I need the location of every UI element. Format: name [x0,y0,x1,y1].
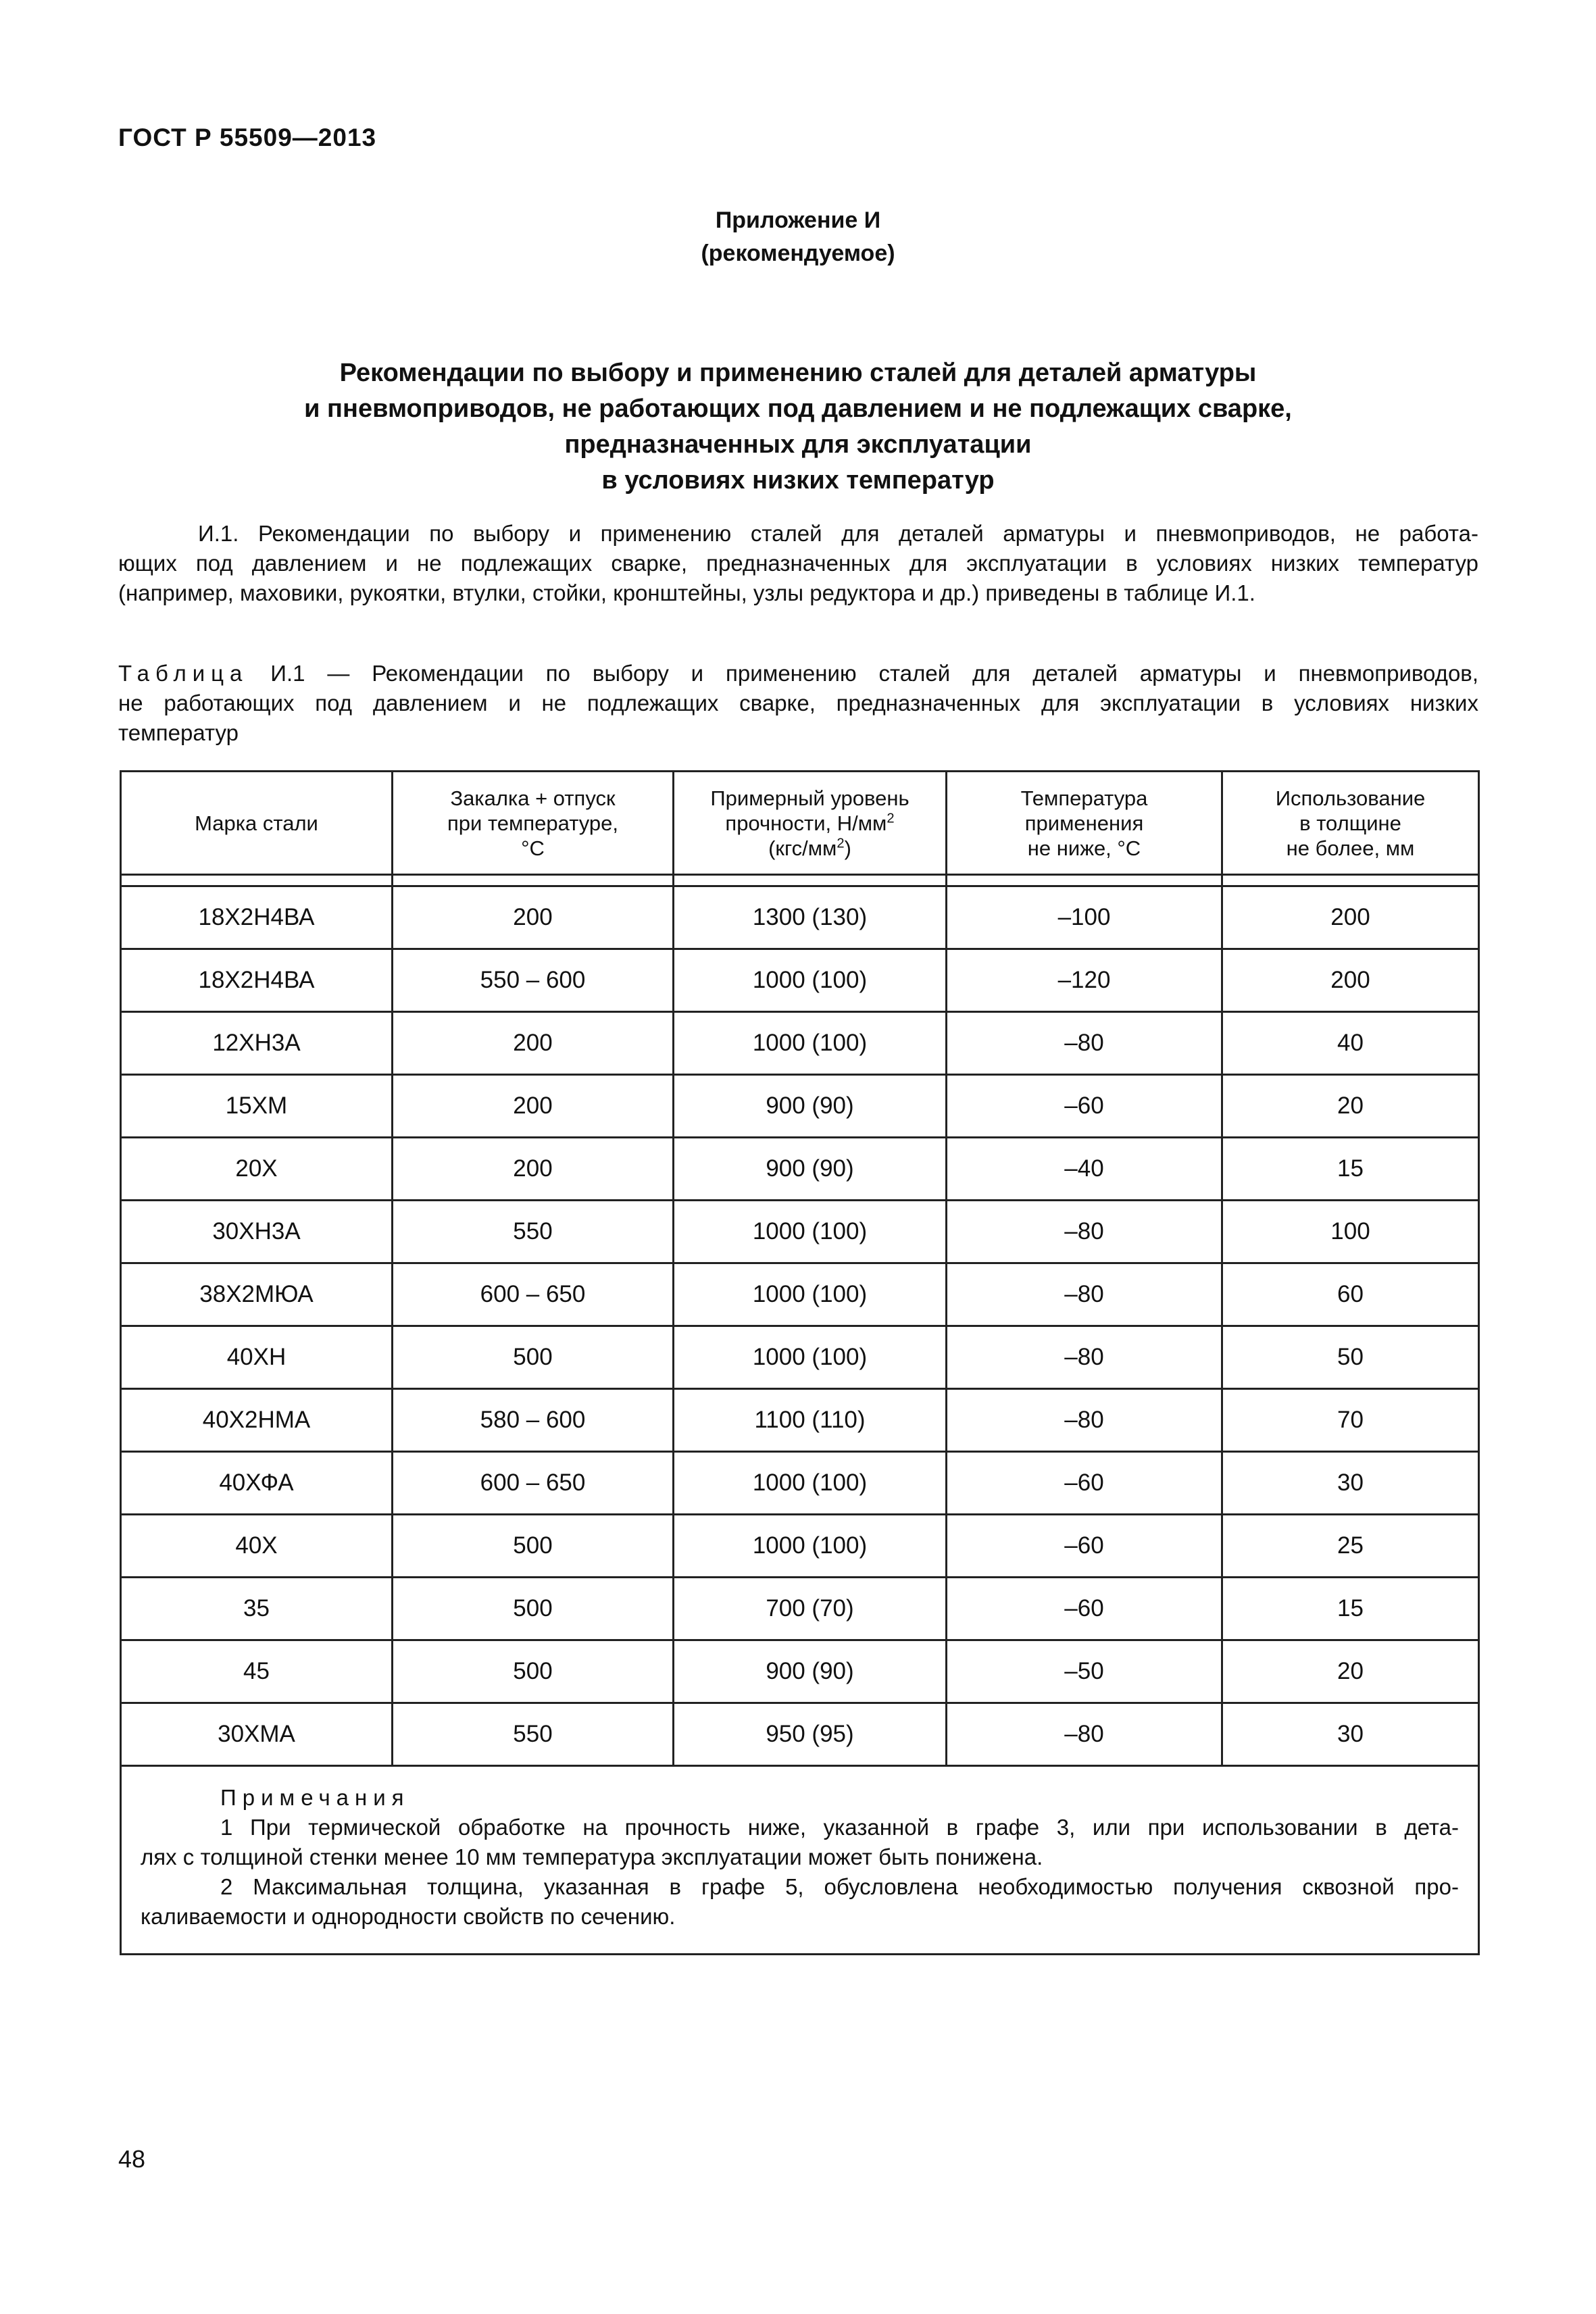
table-row [121,1263,1479,1326]
cell-steel-grade: 15ХМ [121,1075,393,1138]
note-line: лях с толщиной стенки менее 10 мм температура эксплуатации может быть понижена. [141,1844,1043,1869]
title-line: Рекомендации по выбору и применению сталей для деталей арматуры [339,359,1257,387]
cell-strength: 1100 (110) [674,1389,947,1452]
cell-temperature: –50 [947,1640,1222,1703]
caption-line: температур [118,720,239,745]
cell-steel-grade: 12ХН3А [121,1012,393,1075]
cell-heat-treatment: 500 [393,1578,674,1640]
appendix-status: (рекомендуемое) [701,241,895,266]
title-line: и пневмоприводов, не работающих под давлением и не подлежащих сварке, [304,395,1292,423]
note-line: 2 Максимальная толщина, указанная в графе 5, обусловлена необходимостью получения сквозной про- [220,1874,1459,1899]
table-row [121,1326,1479,1389]
cell-steel-grade: 20Х [121,1138,393,1201]
cell-strength: 1300 (130) [674,886,947,949]
cell-thickness: 15 [1222,1578,1479,1640]
appendix-heading [0,204,1596,270]
cell-steel-grade: 30ХМА [121,1703,393,1766]
title-line: в условиях низких температур [601,466,995,495]
header-thickness [1222,772,1479,875]
cell-temperature: –60 [947,1452,1222,1515]
header-text: Температура [1020,786,1148,810]
cell-heat-treatment: 550 [393,1201,674,1263]
cell-temperature: –80 [947,1012,1222,1075]
cell-strength: 1000 (100) [674,949,947,1012]
header-steel-grade: Марка стали [121,772,393,875]
header-text: не ниже, °С [1027,836,1141,860]
cell-heat-treatment: 500 [393,1640,674,1703]
cell-temperature: –40 [947,1138,1222,1201]
header-text: ) [844,836,851,860]
cell-strength: 1000 (100) [674,1012,947,1075]
table-row [121,1138,1479,1201]
appendix-label: Приложение И [715,207,881,233]
superscript: 2 [837,836,845,851]
table-row [121,1012,1479,1075]
header-text: Использование [1275,786,1426,810]
cell-heat-treatment: 200 [393,886,674,949]
cell-steel-grade: 18Х2Н4ВА [121,949,393,1012]
caption-line: не работающих под давлением и не подлежащих сварке, предназначенных для эксплуатации в условиях низких [118,690,1478,715]
cell-heat-treatment: 200 [393,1138,674,1201]
cell-heat-treatment: 600 – 650 [393,1263,674,1326]
caption-text: И.1 — Рекомендации по выбору и применению сталей для деталей арматуры и пневмоприводов, [248,661,1478,686]
paragraph-line: ющих под давлением и не подлежащих сварке, предназначенных для эксплуатации в условиях низких температур [118,551,1478,576]
cell-temperature: –80 [947,1326,1222,1389]
table-caption [118,659,1478,748]
cell-strength: 700 (70) [674,1578,947,1640]
cell-steel-grade: 35 [121,1578,393,1640]
table-row [121,1452,1479,1515]
table-header-row [121,772,1479,875]
cell-temperature: –80 [947,1263,1222,1326]
cell-thickness: 200 [1222,886,1479,949]
page-number: 48 [118,2145,146,2173]
cell-temperature: –60 [947,1515,1222,1578]
intro-paragraph [118,519,1478,608]
cell-thickness: 70 [1222,1389,1479,1452]
cell-thickness: 200 [1222,949,1479,1012]
table-row [121,1703,1479,1766]
cell-thickness: 60 [1222,1263,1479,1326]
cell-steel-grade: 40ХН [121,1326,393,1389]
cell-thickness: 50 [1222,1326,1479,1389]
cell-thickness: 100 [1222,1201,1479,1263]
cell-strength: 900 (90) [674,1138,947,1201]
cell-heat-treatment: 580 – 600 [393,1389,674,1452]
header-heat-treatment [393,772,674,875]
notes-row [121,1766,1479,1955]
table-row [121,949,1479,1012]
header-text: при температуре, [447,811,618,835]
standard-code: ГОСТ Р 55509—2013 [118,124,377,151]
header-text: не более, мм [1286,836,1415,860]
cell-steel-grade: 30ХН3А [121,1201,393,1263]
cell-temperature: –120 [947,949,1222,1012]
cell-thickness: 30 [1222,1703,1479,1766]
cell-heat-treatment: 600 – 650 [393,1452,674,1515]
cell-strength: 1000 (100) [674,1452,947,1515]
table-row [121,1389,1479,1452]
header-text: в толщине [1299,811,1401,835]
caption-line [118,659,1478,688]
note-line: 1 При термической обработке на прочность ниже, указанной в графе 3, или при использовании в дета- [220,1815,1459,1840]
paragraph-line: (например, маховики, рукоятки, втулки, стойки, кронштейны, узлы редуктора и др.) приведены в таблице И.1. [118,580,1255,605]
table-row [121,886,1479,949]
caption-prefix: Таблица [118,661,249,686]
cell-thickness: 25 [1222,1515,1479,1578]
cell-strength: 1000 (100) [674,1326,947,1389]
cell-steel-grade: 40ХФА [121,1452,393,1515]
cell-thickness: 15 [1222,1138,1479,1201]
cell-temperature: –100 [947,886,1222,949]
table-notes [121,1766,1479,1955]
header-text: (кгс/мм [768,836,837,860]
cell-heat-treatment: 200 [393,1012,674,1075]
cell-steel-grade: 38Х2МЮА [121,1263,393,1326]
table-row [121,1640,1479,1703]
cell-thickness: 20 [1222,1075,1479,1138]
header-text: Примерный уровень [710,786,909,810]
cell-temperature: –80 [947,1703,1222,1766]
title-line: предназначенных для эксплуатации [564,430,1032,459]
cell-heat-treatment: 500 [393,1326,674,1389]
cell-temperature: –60 [947,1075,1222,1138]
cell-steel-grade: 45 [121,1640,393,1703]
cell-heat-treatment: 550 – 600 [393,949,674,1012]
cell-heat-treatment: 200 [393,1075,674,1138]
header-text: °С [521,836,545,860]
cell-temperature: –80 [947,1201,1222,1263]
header-text: прочности, Н/мм [725,811,887,835]
cell-temperature: –80 [947,1389,1222,1452]
cell-strength: 950 (95) [674,1703,947,1766]
table-row [121,1578,1479,1640]
paragraph-line: И.1. Рекомендации по выбору и применению сталей для деталей арматуры и пневмоприводов, не работа- [198,521,1478,546]
cell-thickness: 30 [1222,1452,1479,1515]
table-row [121,1201,1479,1263]
cell-steel-grade: 40Х2НМА [121,1389,393,1452]
header-text: применения [1024,811,1144,835]
cell-temperature: –60 [947,1578,1222,1640]
cell-steel-grade: 40Х [121,1515,393,1578]
cell-strength: 900 (90) [674,1075,947,1138]
table-row [121,1515,1479,1578]
notes-heading: Примечания [220,1785,410,1810]
cell-strength: 1000 (100) [674,1263,947,1326]
cell-strength: 1000 (100) [674,1515,947,1578]
cell-heat-treatment: 500 [393,1515,674,1578]
steel-table [120,770,1480,1955]
header-temperature [947,772,1222,875]
cell-strength: 900 (90) [674,1640,947,1703]
header-text: Закалка + отпуск [450,786,616,810]
document-title [0,355,1596,499]
header-separator [121,875,1479,886]
cell-heat-treatment: 550 [393,1703,674,1766]
cell-thickness: 40 [1222,1012,1479,1075]
note-line: каливаемости и однородности свойств по сечению. [141,1904,676,1929]
cell-thickness: 20 [1222,1640,1479,1703]
superscript: 2 [887,811,895,826]
cell-steel-grade: 18Х2Н4ВА [121,886,393,949]
cell-strength: 1000 (100) [674,1201,947,1263]
header-strength [674,772,947,875]
table-row [121,1075,1479,1138]
